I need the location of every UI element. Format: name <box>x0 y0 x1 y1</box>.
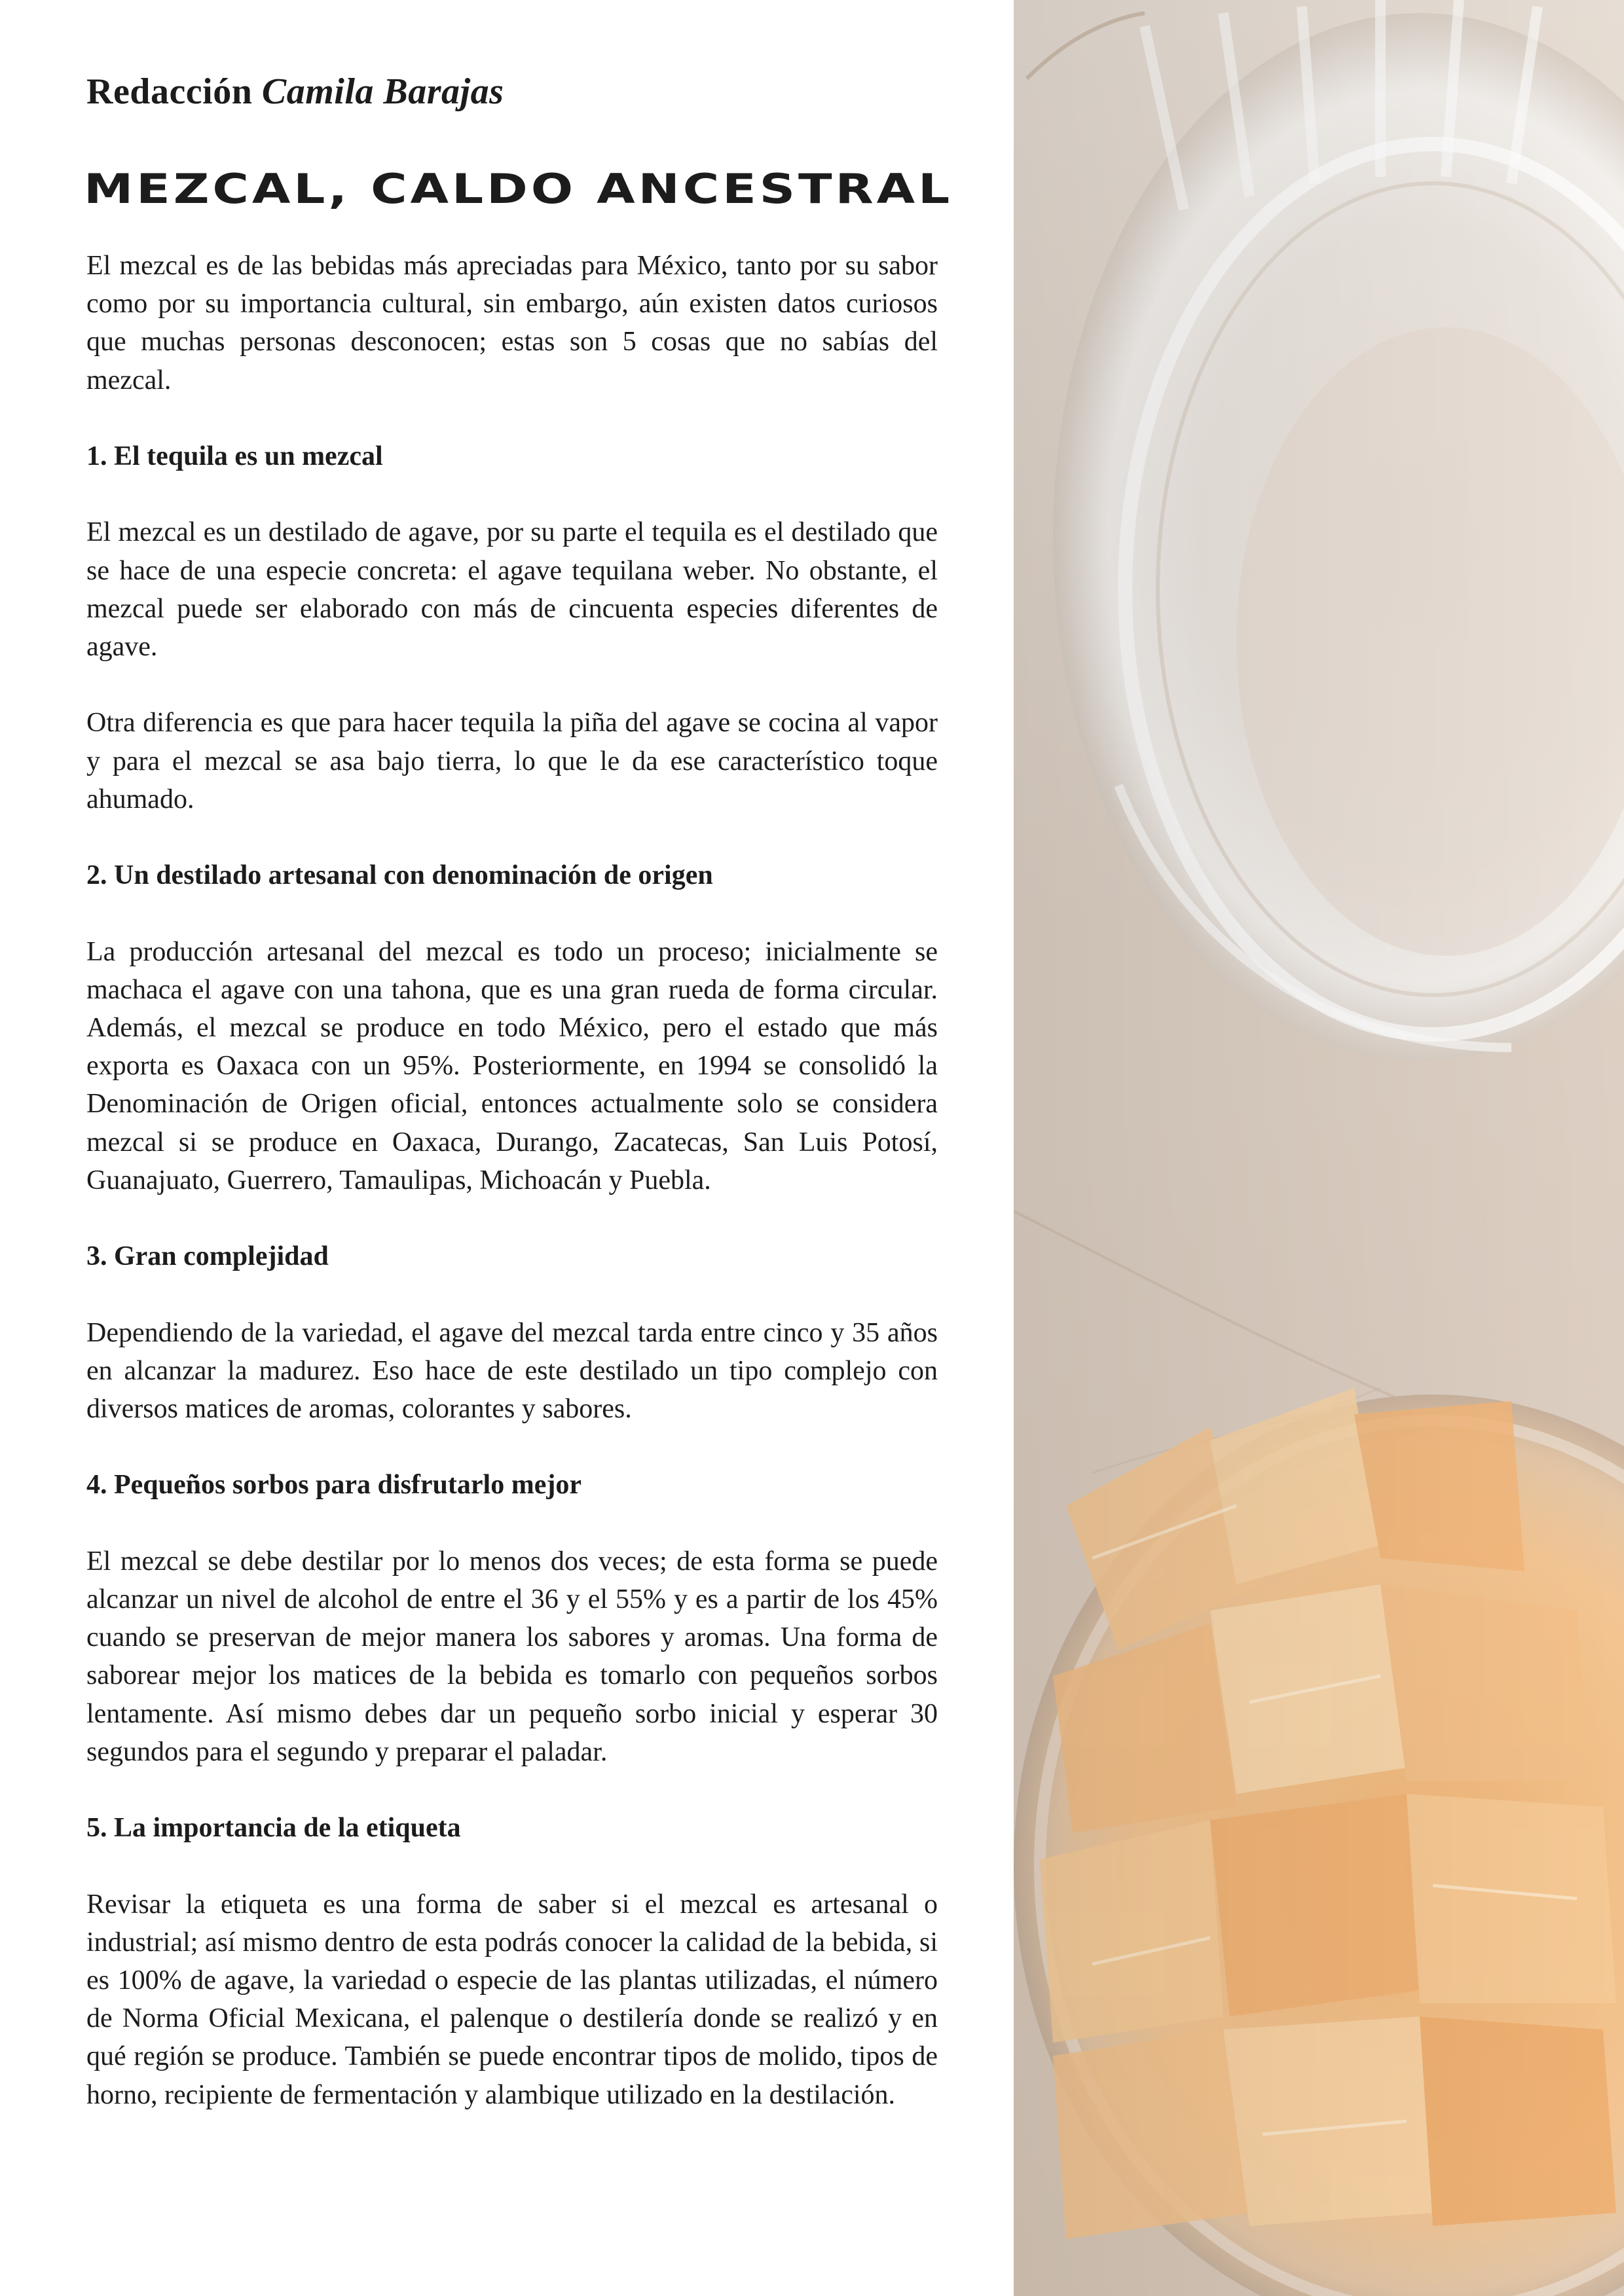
body-paragraph: El mezcal se debe destilar por lo menos dos veces; de esta forma se puede alcanzar un nivel de alcohol de entre el 36 y el 55% y es a partir de los 45% cuando se preservan de mejor manera los sabores y aromas. Una forma de saborear mejor los matices de la bebida es tomarlo con pequeños sorbos lentamente. Así mismo debes dar un pequeño sorbo inicial y esperar 30 segundos para el segundo y preparar el paladar. <box>86 1546 938 1767</box>
byline <box>86 71 504 113</box>
body-paragraph: El mezcal es de las bebidas más apreciadas para México, tanto por su sabor como por su importancia cultural, sin embargo, aún existen datos curiosos que muchas personas desconocen; estas son 5 cosas que no sabías del mezcal. <box>86 251 938 395</box>
photo-illustration <box>1014 0 1624 2296</box>
body-paragraph: La producción artesanal del mezcal es todo un proceso; inicialmente se machaca el agave con una tahona, que es una gran rueda de forma circular. Además, el mezcal se produce en todo México, pero el estado que más exporta es Oaxaca con un 95%. Posteriormente, en 1994 se consolidó la Denominación de Origen oficial, entonces actualmente solo se considera mezcal si se produce en Oaxaca, Durango, Zacatecas, San Luis Potosí, Guanajuato, Guerrero, Tamaulipas, Michoacán y Puebla. <box>86 936 938 1195</box>
glass-and-orange-slices-photo <box>1014 0 1624 2296</box>
article-title: MEZCAL, CALDO ANCESTRAL <box>84 165 953 213</box>
byline-prefix: Redacción <box>86 71 253 112</box>
section-heading: 4. Pequeños sorbos para disfrutarlo mejor <box>86 1470 581 1501</box>
section-heading: 3. Gran complejidad <box>86 1241 329 1272</box>
body-paragraph: Dependiendo de la variedad, el agave del mezcal tarda entre cinco y 35 años en alcanzar la madurez. Eso hace de este destilado un tipo complejo con diversos matices de aromas, colorantes y sabores. <box>86 1317 938 1424</box>
body-paragraph: Otra diferencia es que para hacer tequila la piña del agave se cocina al vapor y para el mezcal se asa bajo tierra, lo que le da ese característico toque ahumado. <box>86 708 938 814</box>
section-heading: 2. Un destilado artesanal con denominación de origen <box>86 860 713 891</box>
section-heading: 5. La importancia de la etiqueta <box>86 1813 461 1844</box>
section-heading: 1. El tequila es un mezcal <box>86 441 383 471</box>
article-body <box>86 247 938 2114</box>
byline-author: Camila Barajas <box>261 71 504 112</box>
body-paragraph: El mezcal es un destilado de agave, por su parte el tequila es el destilado que se hace de una especie concreta: el agave tequilana weber. No obstante, el mezcal puede ser elaborado con más de cincuenta especies diferentes de agave. <box>86 517 938 662</box>
body-paragraph: Revisar la etiqueta es una forma de saber si el mezcal es artesanal o industrial; así mismo dentro de esta podrás conocer la calidad de la bebida, si es 100% de agave, la variedad o especie de las plantas utilizadas, el número de Norma Oficial Mexicana, el palenque o destilería donde se realizó y en qué región se produce. También se puede encontrar tipos de molido, tipos de horno, recipiente de fermentación y alambique utilizado en la destilación. <box>86 1889 938 2110</box>
